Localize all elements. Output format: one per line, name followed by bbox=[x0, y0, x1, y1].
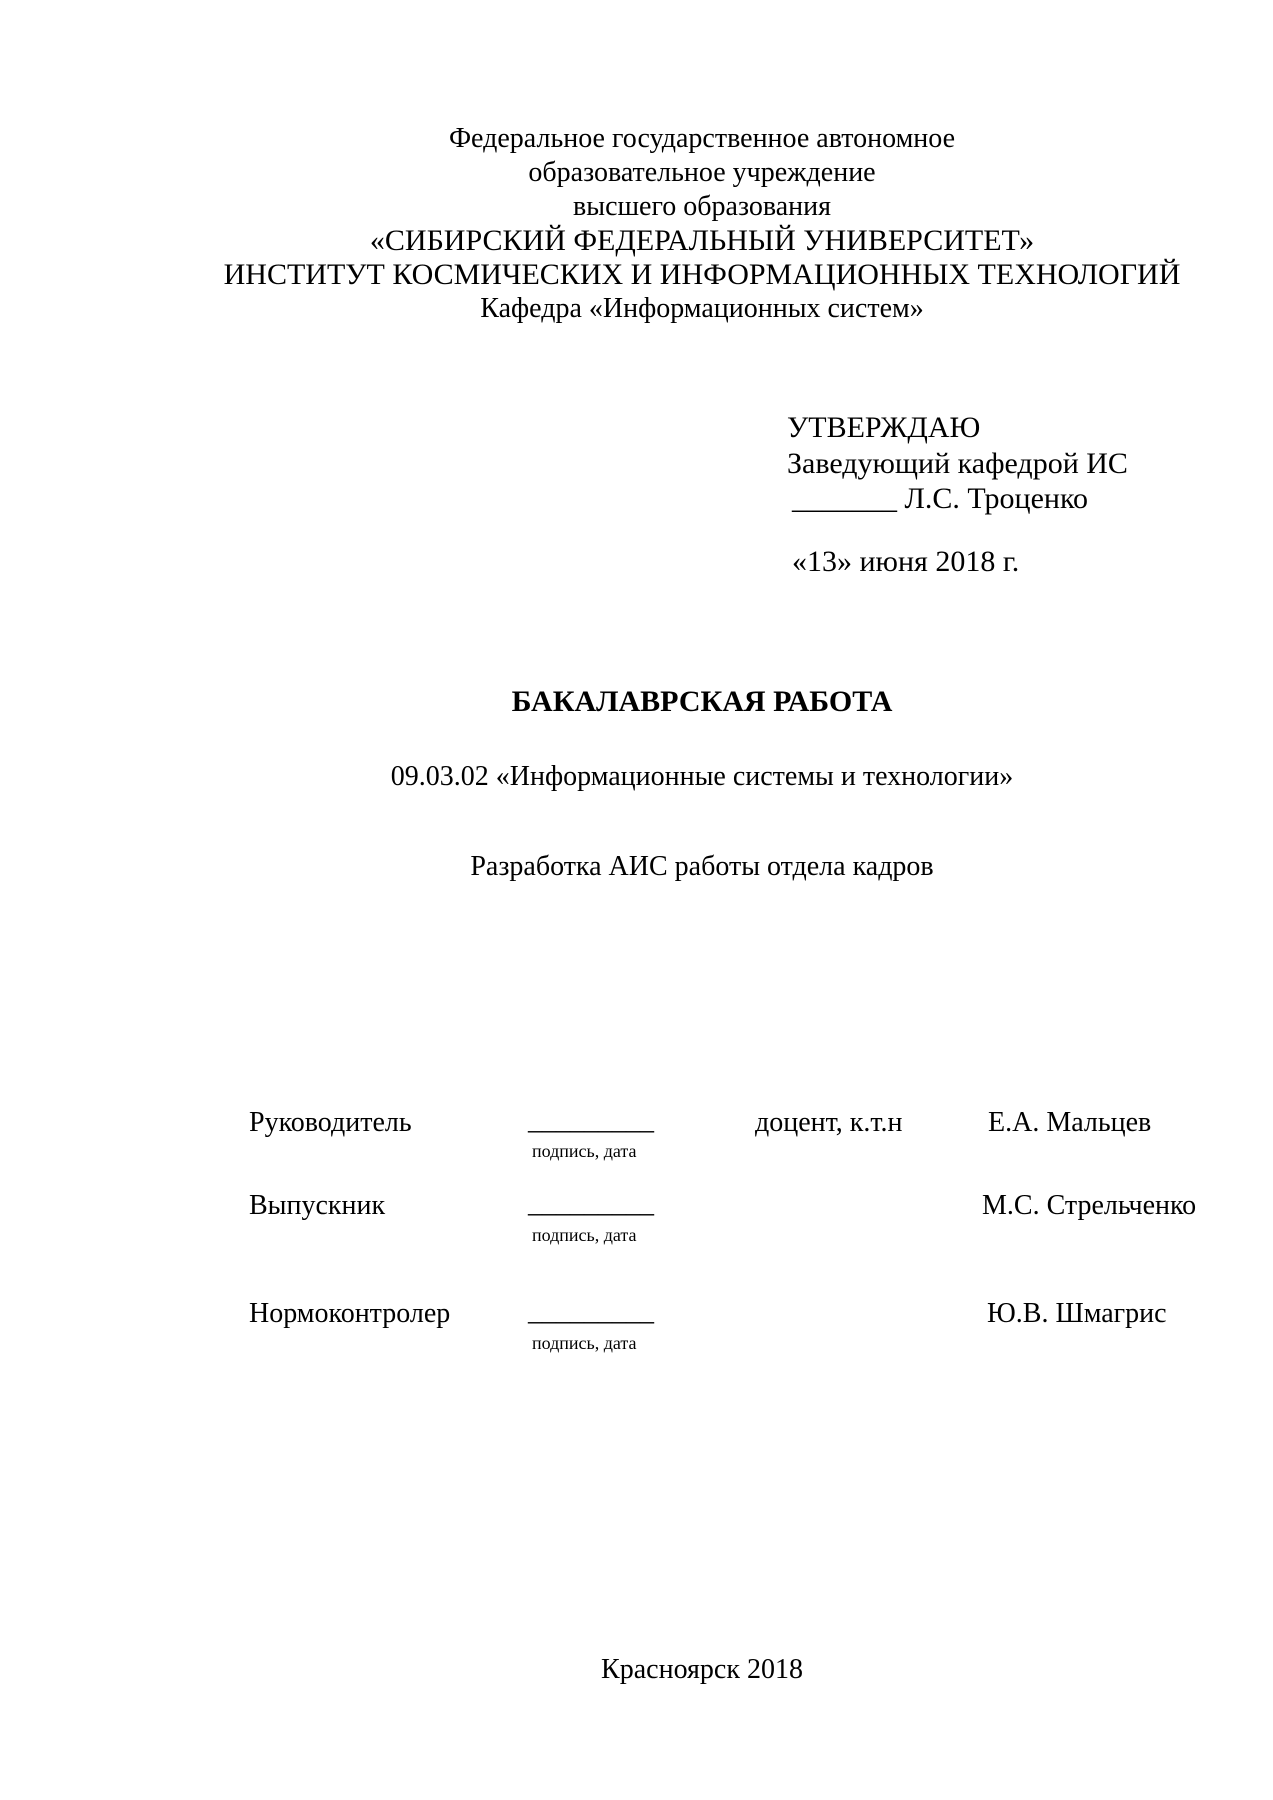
university-name: «СИБИРСКИЙ ФЕДЕРАЛЬНЫЙ УНИВЕРСИТЕТ» bbox=[369, 224, 1035, 257]
signature-rank: доцент, к.т.н bbox=[755, 1107, 903, 1138]
header-line-2: образовательное учреждение bbox=[528, 157, 876, 188]
signature-caption: подпись, дата bbox=[532, 1225, 637, 1245]
signature-name: М.С. Стрельченко bbox=[982, 1190, 1197, 1221]
work-topic: Разработка АИС работы отдела кадров bbox=[470, 851, 934, 882]
signature-role: Руководитель bbox=[249, 1107, 412, 1138]
signature-name: Е.А. Мальцев bbox=[988, 1107, 1152, 1138]
approval-date: «13» июня 2018 г. bbox=[792, 545, 1020, 578]
signature-caption: подпись, дата bbox=[532, 1333, 637, 1353]
signature-role: Нормоконтролер bbox=[249, 1298, 451, 1329]
institute-name: ИНСТИТУТ КОСМИЧЕСКИХ И ИНФОРМАЦИОННЫХ ТЕХНОЛОГИЙ bbox=[223, 258, 1181, 291]
signature-line: _________ bbox=[528, 1188, 654, 1219]
header-line-1: Федеральное государственное автономное bbox=[448, 123, 956, 154]
signature-role: Выпускник bbox=[249, 1190, 386, 1221]
signature-name: Ю.В. Шмагрис bbox=[987, 1298, 1167, 1329]
approval-signature-line: _______ Л.С. Троценко bbox=[792, 482, 1089, 515]
signature-line: _________ bbox=[528, 1296, 654, 1327]
approval-title: УТВЕРЖДАЮ bbox=[787, 411, 981, 444]
work-type: БАКАЛАВРСКАЯ РАБОТА bbox=[511, 685, 893, 718]
department-name: Кафедра «Информационных систем» bbox=[480, 293, 924, 324]
header-line-3: высшего образования bbox=[573, 191, 831, 222]
city-year: Красноярск 2018 bbox=[601, 1654, 803, 1685]
work-specialty: 09.03.02 «Информационные системы и технологии» bbox=[390, 761, 1014, 792]
approval-position: Заведующий кафедрой ИС bbox=[787, 447, 1128, 480]
signature-caption: подпись, дата bbox=[532, 1141, 637, 1161]
signature-line: _________ bbox=[528, 1105, 654, 1136]
